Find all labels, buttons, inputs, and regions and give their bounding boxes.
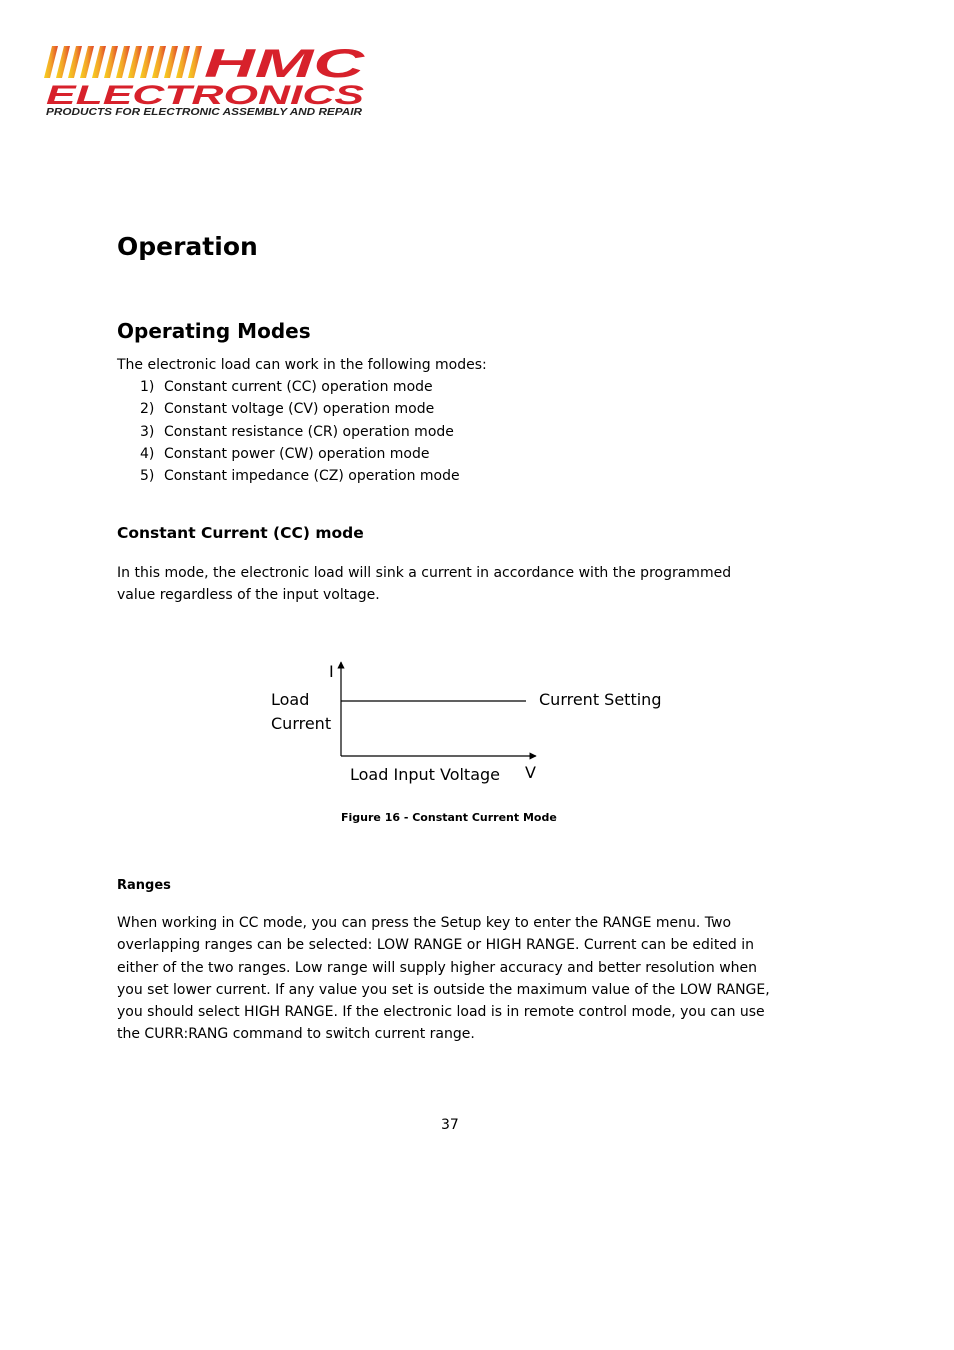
list-number: 1) (140, 379, 155, 395)
list-item (140, 465, 460, 487)
cc-mode-description: In this mode, the electronic load will sink a current in accordance with the programmed value regardless of the input voltage. (117, 565, 732, 604)
page-title: Operation (117, 232, 258, 261)
list-number: 5) (140, 468, 155, 485)
cc-mode-heading: Constant Current (CC) mode (117, 524, 364, 542)
logo-tagline: PRODUCTS FOR ELECTRONIC ASSEMBLY AND REPAIR (46, 107, 363, 118)
current-setting-label: Current Setting (539, 690, 662, 709)
y-label-line2: Current (271, 714, 332, 733)
ranges-heading: Ranges (117, 878, 171, 893)
y-axis-symbol: I (329, 662, 334, 681)
cc-mode-figure (260, 655, 680, 795)
section-intro: The electronic load can work in the following modes: (117, 357, 487, 373)
list-item (140, 398, 460, 420)
list-number: 3) (140, 423, 155, 440)
modes-list (140, 376, 460, 487)
list-item (140, 421, 460, 443)
list-item (140, 443, 460, 465)
list-number: 2) (140, 401, 155, 418)
section-heading: Operating Modes (117, 319, 311, 343)
list-label: Constant voltage (CV) operation mode (164, 401, 435, 418)
logo-stripes (44, 46, 202, 78)
list-label: Constant current (CC) operation mode (164, 379, 433, 395)
list-label: Constant impedance (CZ) operation mode (164, 468, 460, 485)
x-axis-symbol: V (525, 763, 536, 782)
hmc-electronics-logo (44, 44, 366, 118)
logo-electronics-text: ELECTRONICS (46, 80, 364, 110)
figure-caption: Figure 16 - Constant Current Mode (341, 811, 557, 824)
ranges-description: When working in CC mode, you can press the Setup key to enter the RANGE menu. Two overlapping ranges can be selected: LOW RANGE or HIGH RANGE. Current can be edited in either of the two ranges. Low range will supply higher accuracy and better resolution when you set lower current. If any value you set is outside the maximum value of the LOW RANGE, you should select HIGH RANGE. If the electronic load is in remote control mode, you can use the CURR:RANG command to switch current range. (117, 915, 770, 1043)
logo-hmc-text: HMC (204, 44, 366, 86)
y-label-line1: Load (271, 690, 310, 709)
list-label: Constant power (CW) operation mode (164, 445, 430, 462)
x-axis-label: Load Input Voltage (350, 765, 500, 784)
list-label: Constant resistance (CR) operation mode (164, 423, 454, 440)
list-number: 4) (140, 445, 155, 462)
page-number: 37 (441, 1117, 459, 1133)
list-item (140, 376, 460, 398)
